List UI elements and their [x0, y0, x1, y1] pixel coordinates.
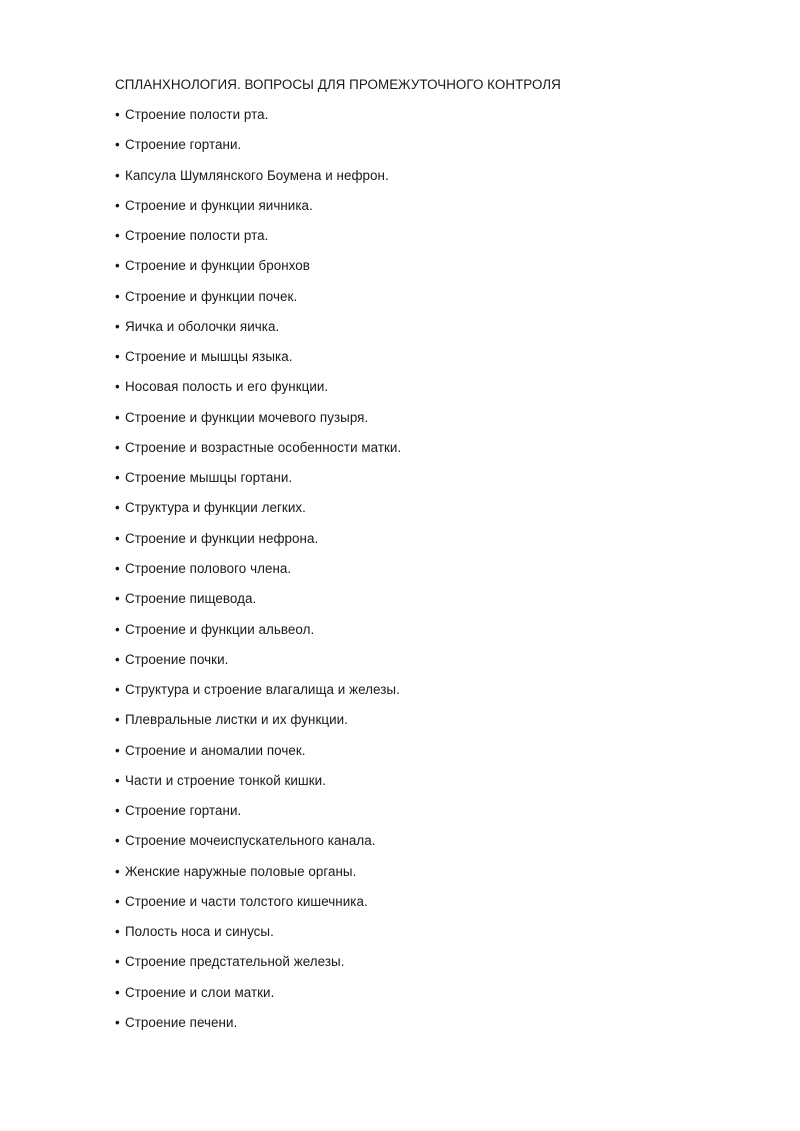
- bullet-icon: •: [115, 288, 120, 304]
- bullet-icon: •: [115, 439, 120, 455]
- question-text: Строение пищевода.: [125, 591, 257, 607]
- question-item: [115, 560, 401, 590]
- bullet-icon: •: [115, 470, 120, 486]
- question-item: [115, 1014, 401, 1044]
- bullet-icon: •: [115, 863, 120, 879]
- question-item: [115, 893, 401, 923]
- question-item: [115, 106, 401, 136]
- question-item: [115, 621, 401, 651]
- question-text: Строение гортани.: [125, 803, 242, 819]
- question-item: [115, 499, 401, 529]
- question-text: Строение и функции мочевого пузыря.: [125, 409, 369, 425]
- bullet-icon: •: [115, 500, 120, 516]
- question-item: [115, 651, 401, 681]
- question-text: Яичка и оболочки яичка.: [125, 318, 280, 334]
- bullet-icon: •: [115, 742, 120, 758]
- question-text: Структура и строение влагалища и железы.: [125, 682, 400, 698]
- question-item: [115, 409, 401, 439]
- bullet-icon: •: [115, 409, 120, 425]
- bullet-icon: •: [115, 1014, 120, 1030]
- question-text: Части и строение тонкой кишки.: [125, 772, 326, 788]
- question-item: [115, 469, 401, 499]
- question-text: Строение и функции почек.: [125, 288, 298, 304]
- question-text: Полость носа и синусы.: [125, 924, 274, 940]
- question-text: Строение и функции бронхов: [125, 258, 310, 274]
- bullet-icon: •: [115, 107, 120, 122]
- question-item: [115, 742, 401, 772]
- question-item: [115, 227, 401, 257]
- bullet-icon: •: [115, 621, 120, 637]
- document-title: СПЛАНХНОЛОГИЯ. ВОПРОСЫ ДЛЯ ПРОМЕЖУТОЧНОГО КОНТРОЛЯ: [115, 77, 561, 92]
- bullet-icon: •: [115, 651, 120, 667]
- bullet-icon: •: [115, 379, 120, 395]
- question-text: Строение и возрастные особенности матки.: [125, 439, 402, 455]
- question-item: [115, 136, 401, 166]
- question-item: [115, 439, 401, 469]
- bullet-icon: •: [115, 349, 120, 365]
- question-item: [115, 772, 401, 802]
- question-text: Строение мышцы гортани.: [125, 470, 293, 486]
- question-item: [115, 984, 401, 1014]
- question-item: [115, 681, 401, 711]
- question-item: [115, 953, 401, 983]
- question-text: Строение предстательной железы.: [125, 954, 345, 970]
- question-text: Строение гортани.: [125, 137, 242, 153]
- question-text: Строение печени.: [125, 1014, 238, 1030]
- bullet-icon: •: [115, 803, 120, 819]
- question-item: [115, 590, 401, 620]
- question-text: Носовая полость и его функции.: [125, 379, 329, 395]
- bullet-icon: •: [115, 772, 120, 788]
- question-item: [115, 288, 401, 318]
- question-text: Капсула Шумлянского Боумена и нефрон.: [125, 167, 389, 183]
- question-item: [115, 530, 401, 560]
- question-item: [115, 711, 401, 741]
- bullet-icon: •: [115, 228, 120, 244]
- question-item: [115, 802, 401, 832]
- bullet-icon: •: [115, 712, 120, 728]
- bullet-icon: •: [115, 833, 120, 849]
- bullet-icon: •: [115, 954, 120, 970]
- question-text: Строение полости рта.: [125, 107, 269, 122]
- question-item: [115, 832, 401, 862]
- question-item: [115, 348, 401, 378]
- question-text: Строение и мышцы языка.: [125, 349, 293, 365]
- question-text: Строение и функции яичника.: [125, 197, 313, 213]
- question-text: Строение и функции нефрона.: [125, 530, 319, 546]
- bullet-icon: •: [115, 984, 120, 1000]
- question-text: Структура и функции легких.: [125, 500, 306, 516]
- question-text: Строение мочеиспускательного канала.: [125, 833, 376, 849]
- bullet-icon: •: [115, 924, 120, 940]
- bullet-icon: •: [115, 318, 120, 334]
- question-item: [115, 318, 401, 348]
- question-text: Строение и функции альвеол.: [125, 621, 315, 637]
- bullet-icon: •: [115, 682, 120, 698]
- question-text: Строение и части толстого кишечника.: [125, 893, 368, 909]
- question-item: [115, 257, 401, 287]
- bullet-icon: •: [115, 258, 120, 274]
- question-text: Строение и аномалии почек.: [125, 742, 306, 758]
- question-text: Строение почки.: [125, 651, 229, 667]
- question-item: [115, 863, 401, 893]
- bullet-icon: •: [115, 893, 120, 909]
- bullet-icon: •: [115, 530, 120, 546]
- question-text: Плевральные листки и их функции.: [125, 712, 348, 728]
- bullet-icon: •: [115, 137, 120, 153]
- bullet-icon: •: [115, 167, 120, 183]
- question-text: Строение полового члена.: [125, 560, 292, 576]
- bullet-icon: •: [115, 591, 120, 607]
- question-text: Строение полости рта.: [125, 228, 269, 244]
- question-item: [115, 378, 401, 408]
- question-item: [115, 923, 401, 953]
- question-text: Женские наружные половые органы.: [125, 863, 357, 879]
- bullet-icon: •: [115, 197, 120, 213]
- question-list: [115, 106, 401, 1044]
- question-item: [115, 197, 401, 227]
- question-text: Строение и слои матки.: [125, 984, 275, 1000]
- question-item: [115, 167, 401, 197]
- bullet-icon: •: [115, 560, 120, 576]
